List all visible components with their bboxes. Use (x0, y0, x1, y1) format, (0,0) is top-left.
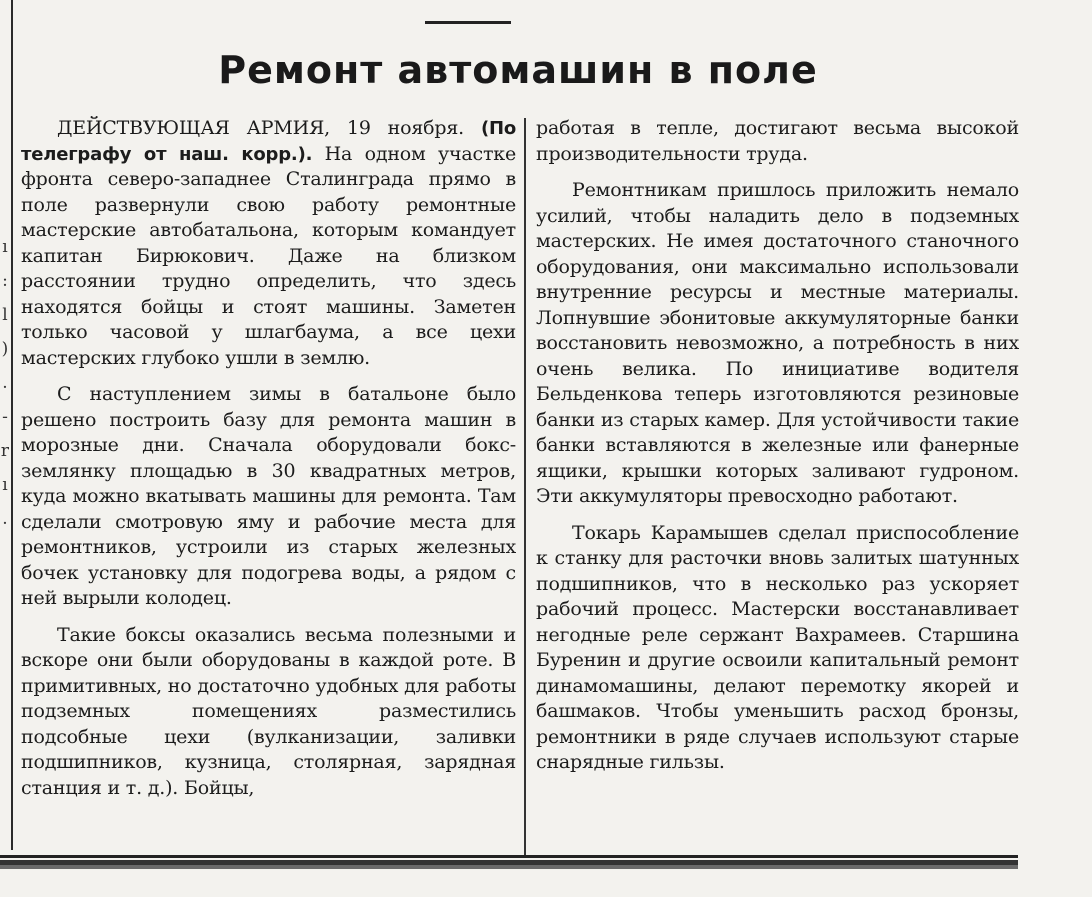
top-separator-dash (425, 21, 511, 24)
bottom-rule (0, 855, 1018, 869)
paragraph-1 (21, 116, 516, 371)
byline: (По телеграфу от наш. корр.). (21, 118, 517, 165)
right-text-column (536, 116, 1019, 787)
paragraph-5: Токарь Карамышев сделал приспособление к станку для расточки вновь залитых шатунных подшипников, что в несколько раз ускоряет рабочий процесс. Мастерски восстанавливает негодные реле сержант Вахрамеев. Старшина Буренин и другие освоили капитальный ремонт динамомашины, делают перемотку якорей и башмаков. Чтобы уменьшить расход бронзы, ремонтники в ряде случаев используют старые снарядные гильзы. (536, 521, 1019, 773)
paragraph-3: Такие боксы оказались весьма полезными и вскоре они были оборудованы в каждой роте. В примитивных, но достаточно удобных для работы подземных помещениях разместились подсобные цехи (вулканизации, заливки подшипников, кузница, столярная, зарядная станция и т. д.). Бойцы, (21, 623, 516, 799)
paragraph-1-body: На одном участке фронта северо-западнее Сталинграда прямо в поле развернули свою работу ремонтные мастерские автобатальона, которым командует капитан Бирюкович. Даже на близком расстоянии трудно определить, что здесь находятся бойцы и стоят машины. Заметен только часовой у шлагбаума, а все цехи мастерских глубоко ушли в землю. (21, 142, 516, 369)
left-text-column (21, 116, 516, 812)
dateline: ДЕЙСТВУЮЩАЯ АРМИЯ, 19 ноября. (57, 117, 464, 139)
column-divider (524, 118, 526, 858)
paragraph-3-continuation: работая в тепле, достигают весьма высокой производительности труда. (536, 117, 1019, 165)
left-column-rule (11, 0, 13, 850)
cropped-neighbor-text: ı : l ) . - r ı . (0, 237, 10, 529)
paragraph-4: Ремонтникам пришлось приложить немало усилий, чтобы наладить дело в подземных мастерских. Не имея достаточного станочного оборудования, они максимально использовали внутренние ресурсы и местные материалы. Лопнувшие эбонитовые аккумуляторные банки восстановить невозможно, а потребность в них очень велика. По инициативе водителя Бельденкова теперь изготовляются резиновые банки из старых камер. Для устойчивости такие банки вставляются в железные или фанерные ящики, крышки которых заливают гудроном. Эти аккумуляторы превосходно работают. (536, 179, 1019, 507)
paragraph-2: С наступлением зимы в батальоне было решено построить базу для ремонта машин в морозные дни. Сначала оборудовали бокс-землянку площадью в 30 квадратных метров, куда можно вкатывать машины для ремонта. Там сделали смотровую яму и рабочие места для ремонтников, устроили из старых железных бочек установку для подогрева воды, а рядом с ней вырыли колодец. (21, 383, 516, 609)
article-headline: Ремонт автомашин в поле (218, 48, 818, 92)
